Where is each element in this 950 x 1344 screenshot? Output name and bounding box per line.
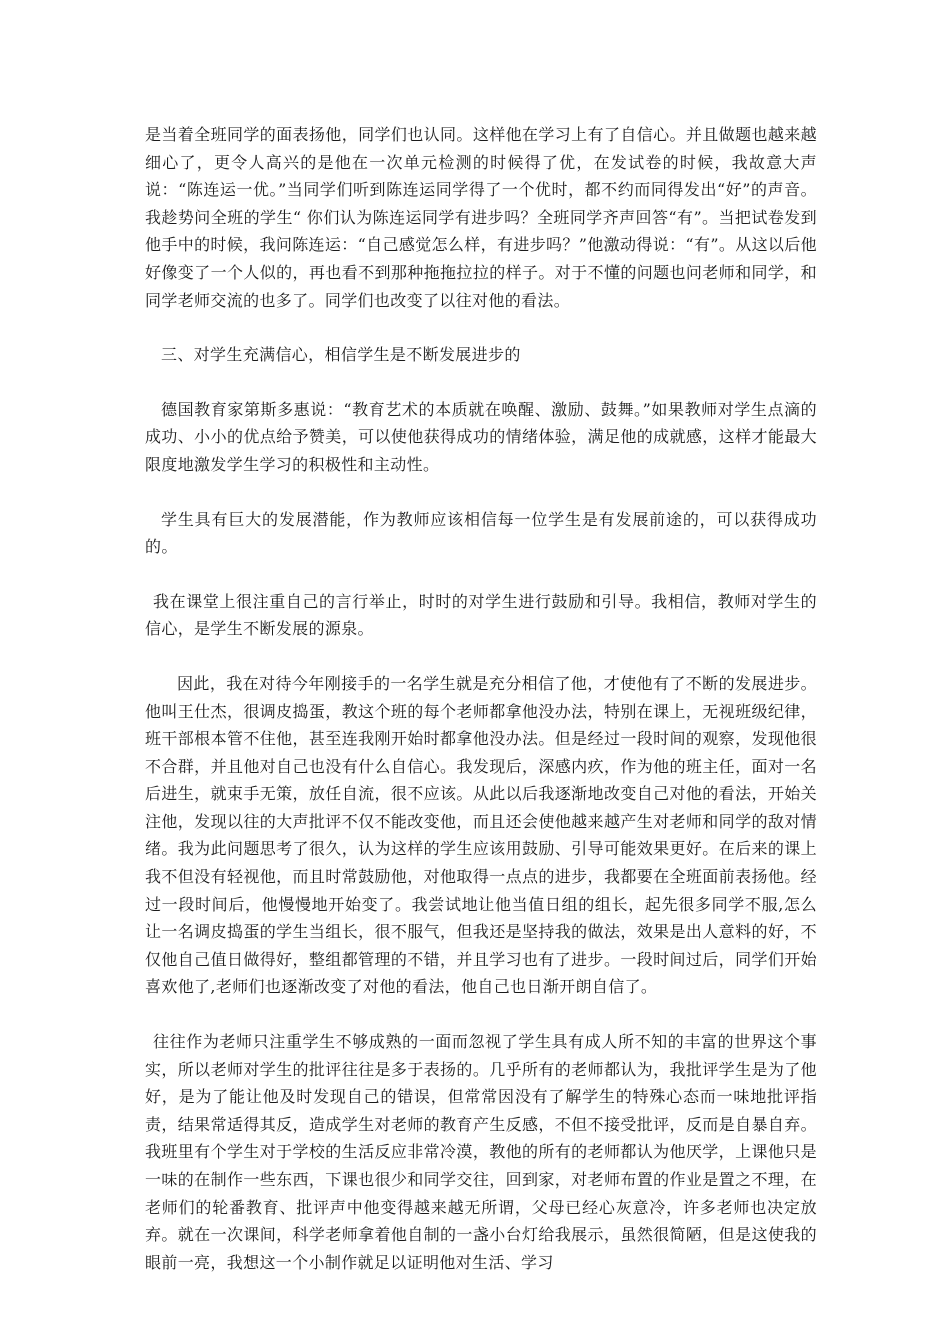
document-body [145, 121, 817, 1303]
paragraph-praise-chen: 是当着全班同学的面表扬他，同学们也认同。这样他在学习上有了自信心。并且做题也越来越细心了，更令人高兴的是他在一次单元检测的时候得了优，在发试卷的时候，我故意大声说：“陈连运一优。”当同学们听到陈连运同学得了一个优时，都不约而同得发出“好”的声音。我趁势问全班的学生“ 你们认为陈连运同学有进步吗？全班同学齐声回答“有”。当把试卷发到他手中的时候，我问陈连运：“自己感觉怎么样，有进步吗？”他激动得说：“有”。从这以后他好像变了一个人似的，再也看不到那种拖拖拉拉的样子。对于不懂的问题也问老师和同学，和同学老师交流的也多了。同学们也改变了以往对他的看法。 [145, 125, 817, 310]
paragraph-student-potential: 学生具有巨大的发展潜能，作为教师应该相信每一位学生是有发展前途的，可以获得成功的。 [145, 509, 817, 557]
paragraph-classroom-encouragement: 我在课堂上很注重自己的言行举止，时时的对学生进行鼓励和引导。我相信，教师对学生的信心，是学生不断发展的源泉。 [145, 591, 817, 639]
paragraph-wang-shijie: 因此，我在对待今年刚接手的一名学生就是充分相信了他，才使他有了不断的发展进步。他叫王仕杰，很调皮捣蛋，教这个班的每个老师都拿他没办法，特别在课上，无视班级纪律，班干部根本管不住他，甚至连我刚开始时都拿他没办法。但是经过一段时间的观察，发现他很不合群，并且他对自己也没有什么自信心。我发现后，深感内疚，作为他的班主任，面对一名后进生，就束手无策，放任自流，很不应该。从此以后我逐渐地改变自己对他的看法，开始关注他，发现以往的大声批评不仅不能改变他，而且还会使他越来越产生对老师和同学的敌对情绪。我为此问题思考了很久，认为这样的学生应该用鼓励、引导可能效果更好。在后来的课上我不但没有轻视他，而且时常鼓励他，对他取得一点点的进步，我都要在全班面前表扬他。经过一段时间后，他慢慢地开始变了。我尝试地让他当值日组的组长，起先很多同学不服,怎么让一名调皮捣蛋的学生当组长，很不服气，但我还是坚持我的做法，效果是出人意料的好，不仅他自己值日做得好，整组都管理的不错，并且学习也有了进步。一段时间过后，同学们开始喜欢他了,老师们也逐渐改变了对他的看法，他自己也日渐开朗自信了。 [145, 673, 817, 997]
section-heading-three: 三、对学生充满信心，相信学生是不断发展进步的 [161, 345, 521, 365]
paragraph-criticism-vs-praise: 往往作为老师只注重学生不够成熟的一面而忽视了学生具有成人所不知的丰富的世界这个事实，所以老师对学生的批评往往是多于表扬的。几乎所有的老师都认为，我批评学生是为了他好，是为了能让他及时发现自己的错误，但常常因没有了解学生的特殊心态而一味地批评指责，结果常适得其反，造成学生对老师的教育产生反感，不但不接受批评，反而是自暴自弃。我班里有个学生对于学校的生活反应非常冷漠，教他的所有的老师都认为他厌学，上课他只是一味的在制作一些东西，下课也很少和同学交往，回到家，对老师布置的作业是置之不理，在老师们的轮番教育、批评声中他变得越来越无所谓，父母已经心灰意冷，许多老师也决定放弃。就在一次课间，科学老师拿着他自制的一盏小台灯给我展示，虽然很简陋，但是这使我的眼前一亮，我想这一个小制作就足以证明他对生活、学习 [145, 1032, 817, 1272]
paragraph-diesterweg-quote: 德国教育家第斯多惠说：“教育艺术的本质就在唤醒、激励、鼓舞。”如果教师对学生点滴的成功、小小的优点给予赞美，可以使他获得成功的情绪体验，满足他的成就感，这样才能最大限度地激发学生学习的积极性和主动性。 [145, 399, 817, 474]
